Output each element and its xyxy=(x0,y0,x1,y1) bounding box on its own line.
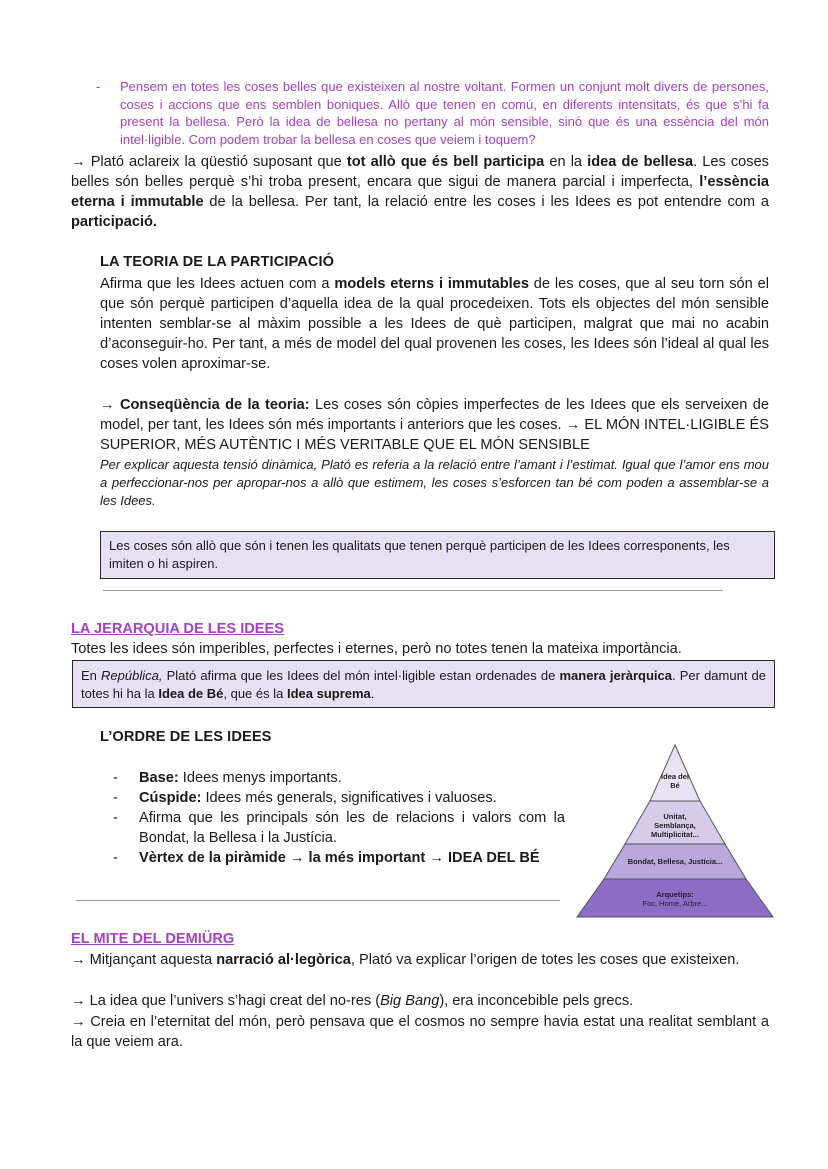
hierarchy-paragraph: Totes les idees són imperibles, perfectes i eternes, però no totes tenen la mateixa importància. xyxy=(71,641,682,657)
participation-theory-heading: LA TEORIA DE LA PARTICIPACIÓ xyxy=(100,254,335,270)
item-label: Base: xyxy=(139,770,179,786)
order-list xyxy=(113,768,565,868)
consequence-paragraph xyxy=(100,395,769,455)
text-run: . Les coses belles són belles perquè s’hi troba present, encara que sigui de manera parcial i imperfecta, xyxy=(71,154,769,190)
text-run: → xyxy=(100,397,120,413)
item-label: Cúspide: xyxy=(139,790,202,806)
ideas-pyramid xyxy=(576,744,774,918)
pyramid-label-good: Idea del Bé xyxy=(661,772,689,790)
intro-bullet-text: Pensem en totes les coses belles que existeixen al nostre voltant. Formen un conjunt molt divers de persones, coses i accions que ens semblen boniques. Allò que tenen en comú, en diferents intensitats, és que s’hi fa present la bellesa. Però la idea de bellesa no pertany al món sensible, sinó que és una essència del món intel·ligible. Com podem trobar la bellesa en coses que veiem i toquem? xyxy=(120,79,769,147)
bullet-dash: - xyxy=(96,79,101,94)
divider xyxy=(103,590,723,591)
participation-intro-paragraph xyxy=(71,152,769,232)
bold-run: manera jeràrquica xyxy=(559,668,672,683)
demiurge-paragraph-2 xyxy=(71,991,769,1011)
text-run: ), era inconcebible pels grecs. xyxy=(439,993,634,1009)
bold-run: tot allò que és bell participa xyxy=(346,154,545,170)
pyramid-label-archetypes xyxy=(610,890,740,908)
text-run: → Plató aclareix la qüestió suposant que xyxy=(71,154,347,170)
text-run: Plató afirma que les Idees del món intel·ligible estan ordenades de xyxy=(162,668,560,683)
bold-run: l’essència eterna i immutable xyxy=(71,174,769,210)
demiurge-paragraph-1 xyxy=(71,950,769,970)
demiurge-section-title: EL MITE DEL DEMIÜRG xyxy=(71,931,235,947)
summary-box-text: Les coses són allò que són i tenen les qualitats que tenen perquè participen de les Idees corresponents, les imiten o hi aspiren. xyxy=(109,538,730,571)
text-run: de la bellesa. Per tant, la relació entre les coses i les Idees es pot entendre com a xyxy=(203,194,769,210)
bold-run: Idea de Bé xyxy=(158,685,224,701)
bold-run: Idea suprema xyxy=(286,685,371,701)
text-run: → La idea que l’univers s’hagi creat del no-res ( xyxy=(71,993,381,1009)
italic-run: Big Bang xyxy=(380,993,440,1009)
bold-run: models eterns i immutables xyxy=(334,276,529,292)
text-run: Afirma que les Idees actuen com a xyxy=(100,276,335,292)
demiurge-paragraph-3: → Creia en l’eternitat del món, però pensava que el cosmos no sempre havia estat una realitat semblant a la que veiem ara. xyxy=(71,1014,769,1050)
lover-analogy-note: Per explicar aquesta tensió dinàmica, Plató es referia a la relació entre l’amant i l’estimat. Igual que l’amor ens mou a perfeccionar-nos per apropar-nos a allò que estimem, les coses s’esforcen tan bé com poden a assemblar-se a les Idees. xyxy=(100,457,769,508)
pyramid-label-relations: Unitat, Semblança, Multiplicitat... xyxy=(651,812,699,839)
list-item xyxy=(113,848,565,868)
item-text: Idees menys importants. xyxy=(178,770,342,786)
text-run: , que és la xyxy=(223,685,287,701)
text-run: , Plató va explicar l’origen de totes les coses que existeixen. xyxy=(350,952,740,968)
item-text: Afirma que les principals són les de relacions i valors com la Bondat, la Bellesa i la Justícia. xyxy=(139,810,565,846)
text-run: en la xyxy=(544,154,588,170)
italic-run: República, xyxy=(101,668,163,683)
bold-run: idea de bellesa xyxy=(587,154,694,170)
pyramid-label-values: Bondat, Bellesa, Justícia... xyxy=(627,857,723,866)
item-text: Idees més generals, significatives i valuoses. xyxy=(201,790,497,806)
text-run: . xyxy=(370,685,375,701)
archetypes-examples: Foc, Home, Arbre... xyxy=(642,899,708,908)
order-heading: L’ORDRE DE LES IDEES xyxy=(100,729,272,745)
text-run: . Per damunt de totes hi ha la xyxy=(81,668,767,701)
hierarchy-section-title: LA JERARQUIA DE LES IDEES xyxy=(71,621,284,637)
text-run: Les coses són còpies imperfectes de les Idees que els serveixen de model, per tant, les Idees són més importants i anteriors que les coses. → EL MÓN INTEL·LIGIBLE ÉS SUPERIOR, MÉS AUTÈNTIC I MÉS VERITABLE QUE EL MÓN SENSIBLE xyxy=(100,397,770,453)
list-item xyxy=(113,788,565,808)
list-item xyxy=(113,768,565,788)
text-run: En xyxy=(81,668,102,683)
bold-run: narració al·legòrica xyxy=(216,952,351,968)
intro-bullet xyxy=(96,78,769,148)
bold-run: Conseqüència de la teoria: xyxy=(119,397,310,413)
text-run: de les coses, que al seu torn són el que són perquè participen d’aquella idea de la qual procedeixen. Tots els objectes del món sensible intenten semblar-se al màxim possible a les Idees de què participen, malgrat que mai no acabin d’aconseguir-ho. Per tant, a més de model del qual provenen les coses, les Idees són l’ideal al qual les coses volen aproximar-se. xyxy=(100,276,769,372)
divider xyxy=(76,900,560,901)
text-run: → Mitjançant aquesta xyxy=(71,952,217,968)
participation-summary-box xyxy=(100,531,775,579)
republic-box xyxy=(72,660,775,708)
list-item xyxy=(113,808,565,848)
archetypes-title: Arquetips: xyxy=(656,890,694,899)
item-label: Vèrtex de la piràmide → la més important → IDEA DEL BÉ xyxy=(139,850,540,866)
republic-box-text xyxy=(81,667,766,702)
bold-run: participació. xyxy=(71,214,157,230)
participation-theory-paragraph xyxy=(100,274,769,374)
